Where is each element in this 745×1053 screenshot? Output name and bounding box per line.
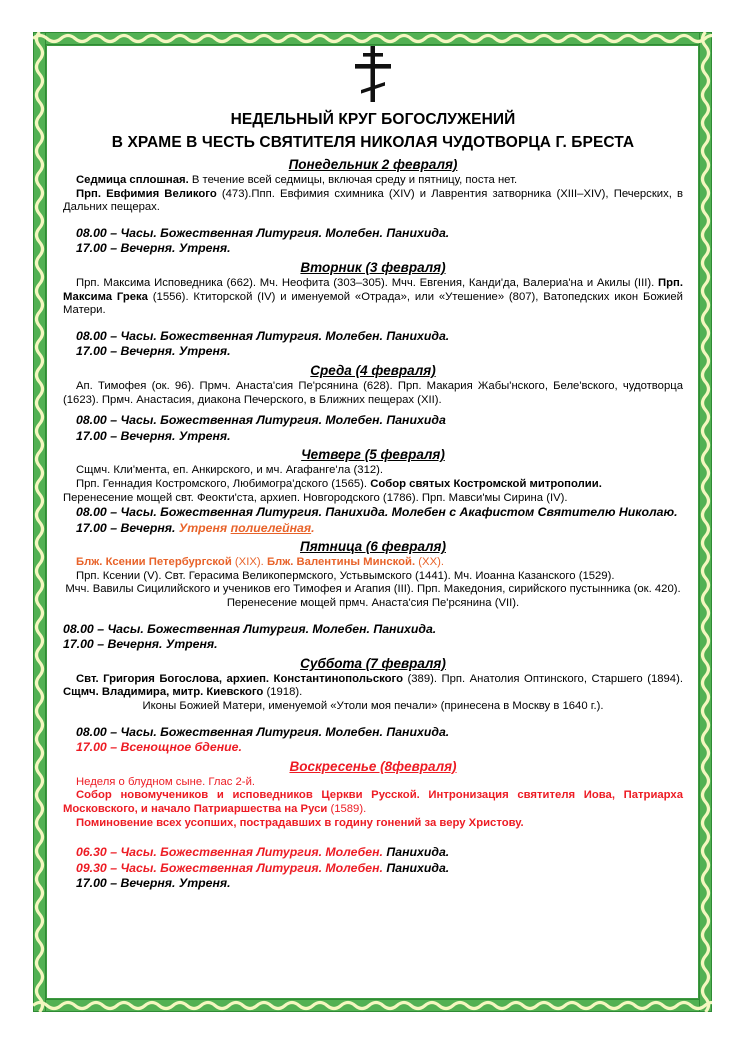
wednesday-service-1: 08.00 – Часы. Божественная Литургия. Молебен. Панихида xyxy=(76,413,446,428)
spacer xyxy=(63,611,683,622)
tuesday-commemoration-a: Прп. Максима Исповедника (662). Мч. Неофита (303–305). Мчч. Евгения, Канди'да, Валериа'на и Акилы (III). xyxy=(76,276,659,289)
day-heading-thursday-text: Четверг (5 февраля) xyxy=(301,447,445,463)
thursday-service-2 xyxy=(63,521,683,537)
tuesday-service-1: 08.00 – Часы. Божественная Литургия. Молебен. Панихида. xyxy=(76,328,450,343)
monday-service-2: 17.00 – Вечерня. Утреня. xyxy=(76,241,231,256)
saturday-commemoration-bold-b: Сщмч. Владимира, митр. Киевского xyxy=(63,686,264,699)
sunday-commemoration-3-bold: Поминовение всех усопших, пострадавших в годину гонений за веру Христову. xyxy=(76,816,524,829)
border-wave-bottom xyxy=(33,999,712,1012)
wednesday-commemoration: Ап. Тимофея (ок. 96). Прмч. Анаста'сия Пе'рсянина (628). Прп. Макария Жабы'нского, Беле'вского, чудотворца (1623). Прмч. Анастасия, диакона Печерского, в Ближних пещерах (XII). xyxy=(63,379,683,406)
day-heading-friday xyxy=(63,538,683,555)
orthodox-cross-icon xyxy=(349,44,397,106)
friday-service-2: 17.00 – Вечерня. Утреня. xyxy=(63,637,218,652)
saturday-commemoration-bold-a: Свт. Григория Богослова, архиеп. Константинопольского xyxy=(76,672,404,685)
day-heading-tuesday-text: Вторник (3 февраля) xyxy=(300,259,446,275)
sunday-commemoration-2-rest: (1589). xyxy=(327,803,367,815)
tuesday-commemoration-rest: (1556). Ктиторской (IV) и именуемой «Отрада», или «Утешение» (807), Ватопедских икон Божией Матери. xyxy=(63,290,683,317)
friday-commemoration-bold-b: Блж. Валентины Минской. xyxy=(266,556,416,569)
border-wave-right xyxy=(699,32,712,1012)
monday-commemoration-2 xyxy=(63,188,683,215)
monday-commemoration-1-rest: В течение всей седмицы, включая среду и пятницу, поста нет. xyxy=(188,174,518,186)
day-heading-tuesday xyxy=(63,259,683,276)
tuesday-service-2: 17.00 – Вечерня. Утреня. xyxy=(76,344,231,359)
monday-commemoration-1 xyxy=(63,174,683,188)
sunday-service-1-red: 06.30 – Часы. Божественная Литургия. Молебен. xyxy=(76,845,387,860)
sunday-service-3: 17.00 – Вечерня. Утреня. xyxy=(76,876,231,891)
day-heading-wednesday xyxy=(63,362,683,379)
monday-service-1: 08.00 – Часы. Божественная Литургия. Молебен. Панихида. xyxy=(76,225,450,240)
page-title-line-1: НЕДЕЛЬНЫЙ КРУГ БОГОСЛУЖЕНИЙ xyxy=(230,111,516,128)
monday-commemoration-2-bold: Прп. Евфимия Великого xyxy=(76,187,217,200)
spacer xyxy=(63,318,683,329)
friday-service-1: 08.00 – Часы. Божественная Литургия. Молебен. Панихида. xyxy=(63,621,437,636)
friday-commemoration-bold-a: Блж. Ксении Петербургской xyxy=(76,556,232,569)
monday-commemoration-2-rest: (473).Ппп. Евфимия схимника (XIV) и Лаврентия затворника (XIII–XIV), Печерских, в Дальних пещерах. xyxy=(63,187,684,214)
cross-header xyxy=(63,40,683,110)
saturday-commemoration-1 xyxy=(63,673,683,700)
thursday-service-1: 08.00 – Часы. Божественная Литургия. Панихида. Молебен с Акафистом Святителю Николаю. xyxy=(76,505,678,520)
saturday-commemoration-rest-b: (1918). xyxy=(263,686,303,699)
day-heading-sunday xyxy=(63,758,683,775)
day-heading-saturday xyxy=(63,655,683,672)
saturday-commemoration-rest-a: (389). Прп. Анатолия Оптинского, Старшего (1894). xyxy=(403,672,683,685)
sunday-service-1-black: Панихида. xyxy=(386,845,450,860)
day-heading-saturday-text: Суббота (7 февраля) xyxy=(300,655,446,671)
thursday-service-2-orange-end: . xyxy=(311,520,315,535)
sunday-service-2-black: Панихида. xyxy=(386,860,450,875)
friday-commemoration-2: Прп. Ксении (V). Свт. Герасима Великопермского, Устьвымского (1441). Мч. Иоанна Казанского (1529). xyxy=(76,569,615,582)
sunday-service-1 xyxy=(63,845,683,861)
sunday-commemoration-3 xyxy=(63,817,683,831)
day-heading-monday-text: Понедельник 2 февраля) xyxy=(288,157,458,172)
friday-commemoration-1 xyxy=(63,556,683,570)
monday-commemoration-1-bold: Седмица сплошная. xyxy=(76,174,189,186)
thursday-service-2-orange: Утреня xyxy=(178,520,231,535)
spacer xyxy=(63,830,683,845)
day-heading-wednesday-text: Среда (4 февраля) xyxy=(310,362,436,378)
friday-commemoration-3: Мчч. Вавилы Сицилийского и учеников его Тимофея и Агапия (III). Прп. Македония, сирийского пустынника (ок. 420). Перенесение мощей прмч. Анаста'сия Пе'рсянина (VII). xyxy=(65,583,681,610)
sunday-commemoration-2 xyxy=(63,789,683,816)
day-heading-friday-text: Пятница (6 февраля) xyxy=(300,539,446,555)
day-heading-monday xyxy=(63,156,683,173)
spacer xyxy=(63,714,683,725)
thursday-commemoration-2-bold: Собор святых Костромской митрополии. xyxy=(370,477,602,490)
thursday-service-2-orange-underline: полиелейная xyxy=(230,520,312,535)
friday-commemoration-light-b: (XX). xyxy=(415,556,445,569)
sunday-service-2-red: 09.30 – Часы. Божественная Литургия. Молебен. xyxy=(76,860,387,875)
border-wave-left xyxy=(33,32,46,1012)
tuesday-commemoration xyxy=(63,277,683,318)
tuesday-commemoration-bold: Прп. Максима Грека xyxy=(63,276,683,303)
page-title-line-2: В ХРАМЕ В ЧЕСТЬ СВЯТИТЕЛЯ НИКОЛАЯ ЧУДОТВОРЦА Г. БРЕСТА xyxy=(111,134,635,151)
spacer xyxy=(63,215,683,226)
saturday-commemoration-2: Иконы Божией Матери, именуемой «Утоли моя печали» (принесена в Москву в 1640 г.). xyxy=(142,700,604,713)
sunday-commemoration-2-bold: Собор новомучеников и исповедников Церкви Русской. Интронизация святителя Иова, Патриарха Московского, и начало Патриаршества на Руси xyxy=(63,789,683,815)
day-heading-thursday xyxy=(63,446,683,463)
thursday-service-2-time: 17.00 – Вечерня. xyxy=(76,520,179,535)
saturday-service-1: 08.00 – Часы. Божественная Литургия. Молебен. Панихида. xyxy=(76,724,450,739)
wednesday-service-2: 17.00 – Вечерня. Утреня. xyxy=(76,428,231,443)
thursday-commemoration-2 xyxy=(63,478,683,492)
day-heading-sunday-text: Воскресенье (8февраля) xyxy=(289,758,457,774)
sunday-commemoration-1: Неделя о блудном сыне. Глас 2-й. xyxy=(76,775,256,788)
friday-commemoration-light-a: (XIX). xyxy=(231,556,267,569)
thursday-commemoration-2-a: Прп. Геннадия Костромского, Любимогра'дского (1565). xyxy=(76,477,371,490)
sunday-service-2 xyxy=(63,861,683,877)
thursday-commemoration-1: Сщмч. Кли'мента, еп. Анкирского, и мч. Агафанге'ла (312). xyxy=(76,464,384,477)
saturday-service-2: 17.00 – Всенощное бдение. xyxy=(76,740,242,755)
thursday-commemoration-3: Перенесение мощей свт. Феокти'ста, архиеп. Новгородского (1786). Прп. Мавси'мы Сирина (IV). xyxy=(63,491,568,504)
schedule-document xyxy=(63,40,683,1000)
